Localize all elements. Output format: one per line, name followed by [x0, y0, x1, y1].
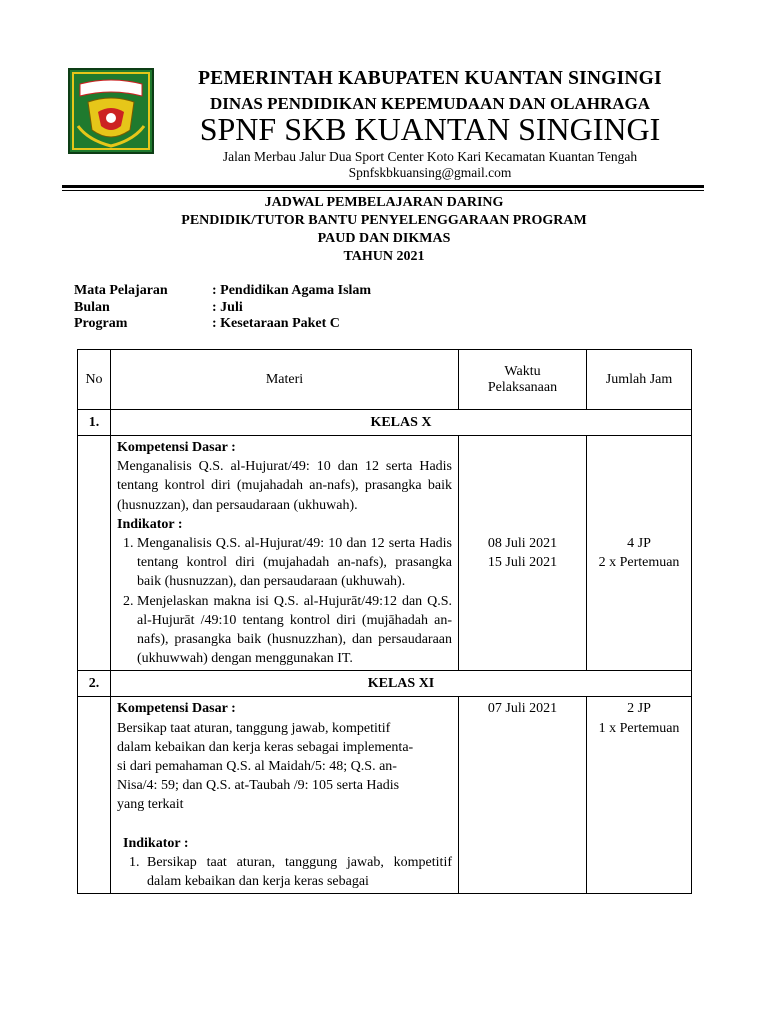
materi-cell	[111, 697, 459, 894]
kd-line: yang terkait	[117, 797, 184, 813]
waktu-date: 15 Juli 2021	[487, 555, 558, 571]
section-row	[78, 671, 692, 697]
waktu-cell	[459, 697, 587, 894]
kd-label: Kompetensi Dasar :	[117, 701, 236, 717]
indikator-list	[117, 853, 452, 891]
kd-line: Bersikap taat aturan, tanggung jawab, kompetitif	[117, 720, 391, 736]
materi-cell	[111, 436, 459, 671]
indikator-item: 1. Menganalisis Q.S. al-Hujurat/49: 10 dan 12 serta Hadis tentang kontrol diri (mujahadah an-nafs), prasangka baik (husnuzzan), dan persaudaraan (ukhuwah).	[137, 534, 452, 592]
jam-pertemuan: 2 x Pertemuan	[598, 555, 680, 571]
header-waktu-line2: Pelaksanaan	[487, 379, 558, 395]
institution-name: SPNF SKB KUANTAN SINGINGI	[199, 111, 661, 147]
schedule-table	[77, 349, 692, 894]
jam-jp: 4 JP	[627, 536, 651, 552]
header-waktu-line1: Waktu	[504, 363, 541, 379]
kd-line: si dari pemahaman Q.S. al Maidah/5: 48; Q.S. an-	[117, 759, 397, 775]
table-header-row	[78, 350, 692, 410]
meta-month-value: : Juli	[212, 300, 243, 315]
jam-cell	[587, 436, 692, 671]
letterhead-divider	[62, 185, 704, 188]
email: Spnfskbkuansing@gmail.com	[348, 165, 512, 180]
section-number: 1.	[78, 410, 111, 436]
indikator-list	[117, 534, 452, 668]
waktu-cell	[459, 436, 587, 671]
row-no-cell	[78, 697, 111, 894]
jam-pertemuan: 1 x Pertemuan	[598, 720, 680, 736]
government-name: PEMERINTAH KABUPATEN KUANTAN SINGINGI	[198, 68, 662, 89]
section-title: KELAS X	[111, 410, 692, 436]
kd-text: Menganalisis Q.S. al-Hujurat/49: 10 dan 12 serta Hadis tentang kontrol diri (mujahadah an-nafs), prasangka baik (husnuzzan), dan persaudaraan (ukhuwah).	[117, 459, 452, 513]
doc-title-4: TAHUN 2021	[343, 249, 425, 264]
doc-title-1: JADWAL PEMBELAJARAN DARING	[264, 195, 504, 210]
indikator-label: Indikator :	[117, 516, 183, 532]
kd-label: Kompetensi Dasar :	[117, 440, 236, 455]
meta-subject	[74, 283, 371, 299]
section-title: KELAS XI	[111, 671, 692, 697]
doc-title-2: PENDIDIK/TUTOR BANTU PENYELENGGARAAN PROGRAM	[181, 213, 587, 228]
row-no-cell	[78, 436, 111, 671]
meta-month	[74, 300, 243, 316]
header-no: No	[78, 350, 111, 410]
header-materi: Materi	[111, 350, 459, 410]
meta-subject-value: : Pendidikan Agama Islam	[212, 283, 372, 298]
indikator-item: 2. Menjelaskan makna isi Q.S. al-Hujurāt/49:12 dan Q.S. al-Hujurāt /49:10 tentang kontrol diri (mujāhadah an-nafs), prasangka baik (husnuzzhan), dan persaudaraan (ukhuwwah) dengan menggunakan IT.	[137, 592, 452, 669]
letterhead-divider-thin	[62, 190, 704, 191]
address: Jalan Merbau Jalur Dua Sport Center Koto Kari Kecamatan Kuantan Tengah	[222, 149, 638, 164]
waktu-date: 07 Juli 2021	[487, 701, 558, 717]
jam-jp: 2 JP	[627, 701, 651, 717]
meta-program-label: Program	[74, 316, 128, 331]
regency-logo	[68, 68, 154, 154]
meta-program	[74, 316, 340, 332]
kd-line: Nisa/4: 59; dan Q.S. at-Taubah /9: 105 serta Hadis	[117, 778, 400, 794]
waktu-date: 08 Juli 2021	[487, 536, 558, 552]
section-number: 2.	[78, 671, 111, 697]
indikator-item: 1. Bersikap taat aturan, tanggung jawab, kompetitif dalam kebaikan dan kerja keras sebagai	[143, 853, 452, 891]
table-row	[78, 436, 692, 671]
department-name: DINAS PENDIDIKAN KEPEMUDAAN DAN OLAHRAGA	[209, 94, 651, 113]
header-jam: Jumlah Jam	[587, 350, 692, 410]
header-waktu	[459, 350, 587, 410]
doc-title-3: PAUD DAN DIKMAS	[317, 231, 451, 246]
section-row	[78, 410, 692, 436]
meta-subject-label: Mata Pelajaran	[74, 283, 168, 298]
jam-cell	[587, 697, 692, 894]
indikator-label: Indikator :	[123, 835, 189, 851]
meta-month-label: Bulan	[74, 300, 110, 315]
table-row	[78, 697, 692, 894]
kd-line: dalam kebaikan dan kerja keras sebagai implementa-	[117, 739, 414, 755]
meta-program-value: : Kesetaraan Paket C	[212, 316, 340, 331]
